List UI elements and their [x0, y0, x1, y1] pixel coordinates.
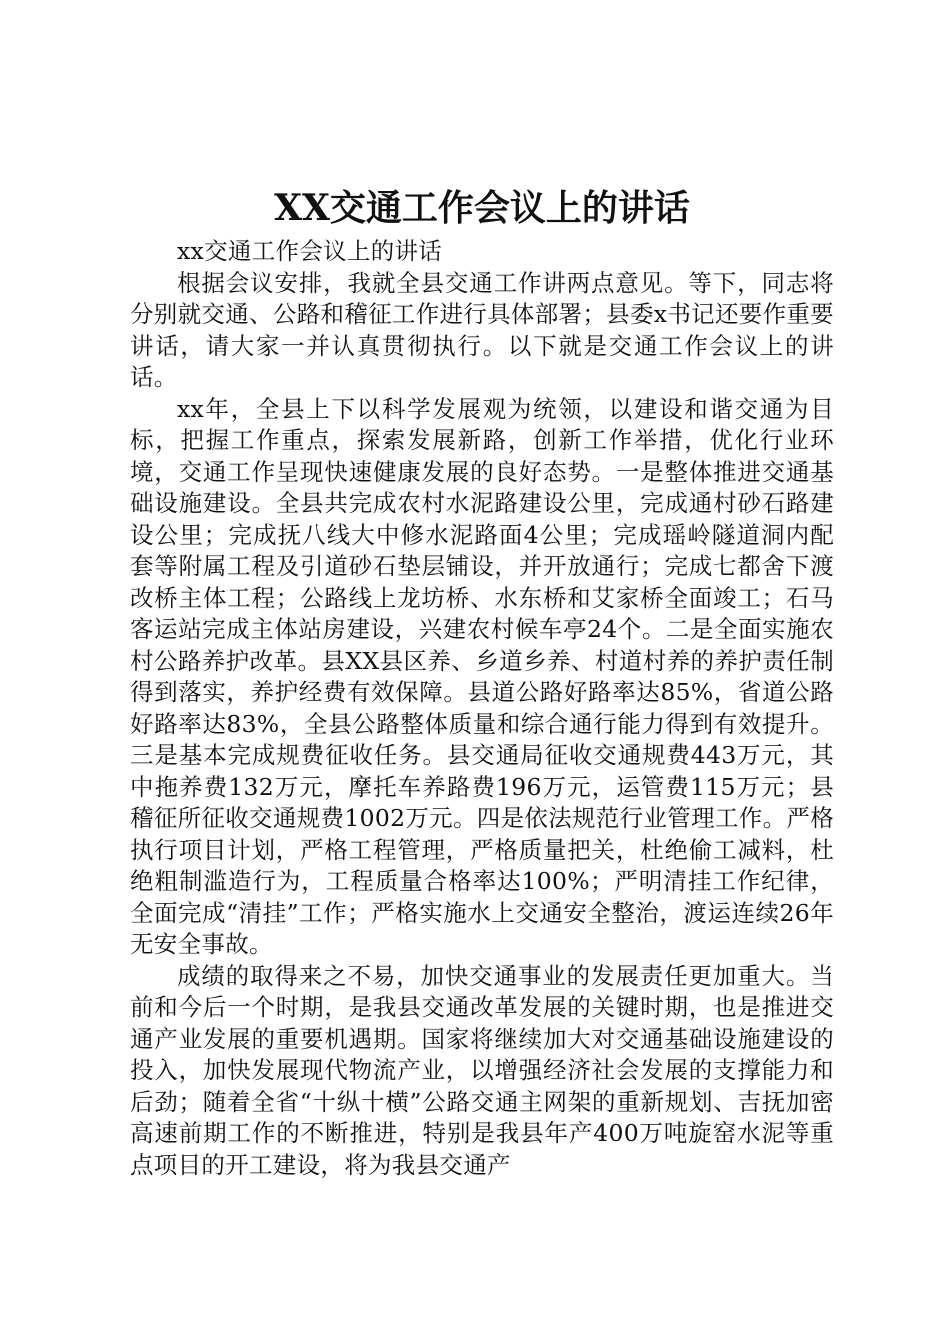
- paragraph-outlook: 成绩的取得来之不易，加快交通事业的发展责任更加重大。当前和今后一个时期，是我县交通改革发展的关键时期，也是推进交通产业发展的重要机遇期。国家将继续加大对交通基础设施建设的投入，加快发展现代物流产业，以增强经济社会发展的支撑能力和后劲；随着全省“十纵十横”公路交通主网架的重新规划、吉抚加密高速前期工作的不断推进，特别是我县年产400万吨旋窑水泥等重点项目的开工建设，将为我县交通产: [130, 961, 834, 1179]
- document-title: XX交通工作会议上的讲话: [274, 187, 690, 229]
- paragraph-subtitle: xx交通工作会议上的讲话: [177, 237, 443, 265]
- paragraph-achievements: xx年，全县上下以科学发展观为统领，以建设和谐交通为目标，把握工作重点，探索发展新路，创新工作举措，优化行业环境，交通工作呈现快速健康发展的良好态势。一是整体推进交通基础设施建设。全县共完成农村水泥路建设公里，完成通村砂石路建设公里；完成抚八线大中修水泥路面4公里；完成瑶岭隧道洞内配套等附属工程及引道砂石垫层铺设，并开放通行；完成七都舍下渡改桥主体工程；公路线上龙坊桥、水东桥和艾家桥全面竣工；石马客运站完成主体站房建设，兴建农村候车亭24个。二是全面实施农村公路养护改革。县XX县区养、乡道乡养、村道村养的养护责任制得到落实，养护经费有效保障。县道公路好路率达85%，省道公路好路率达83%，全县公路整体质量和综合通行能力得到有效提升。三是基本完成规费征收任务。县交通局征收交通规费443万元，其中拖养费132万元，摩托车养路费196万元，运管费115万元；县稽征所征收交通规费1002万元。四是依法规范行业管理工作。严格执行项目计划，严格工程管理，严格质量把关，杜绝偷工减料，杜绝粗制滥造行为，工程质量合格率达100%；严明清挂工作纪律，全面完成“清挂”工作；严格实施水上交通安全整治，渡运连续26年无安全事故。: [130, 394, 834, 958]
- paragraph-intro: 根据会议安排，我就全县交通工作讲两点意见。等下，同志将分别就交通、公路和稽征工作进行具体部署；县委x书记还要作重要讲话，请大家一并认真贯彻执行。以下就是交通工作会议上的讲话。: [130, 268, 834, 391]
- document-page: [130, 182, 834, 1181]
